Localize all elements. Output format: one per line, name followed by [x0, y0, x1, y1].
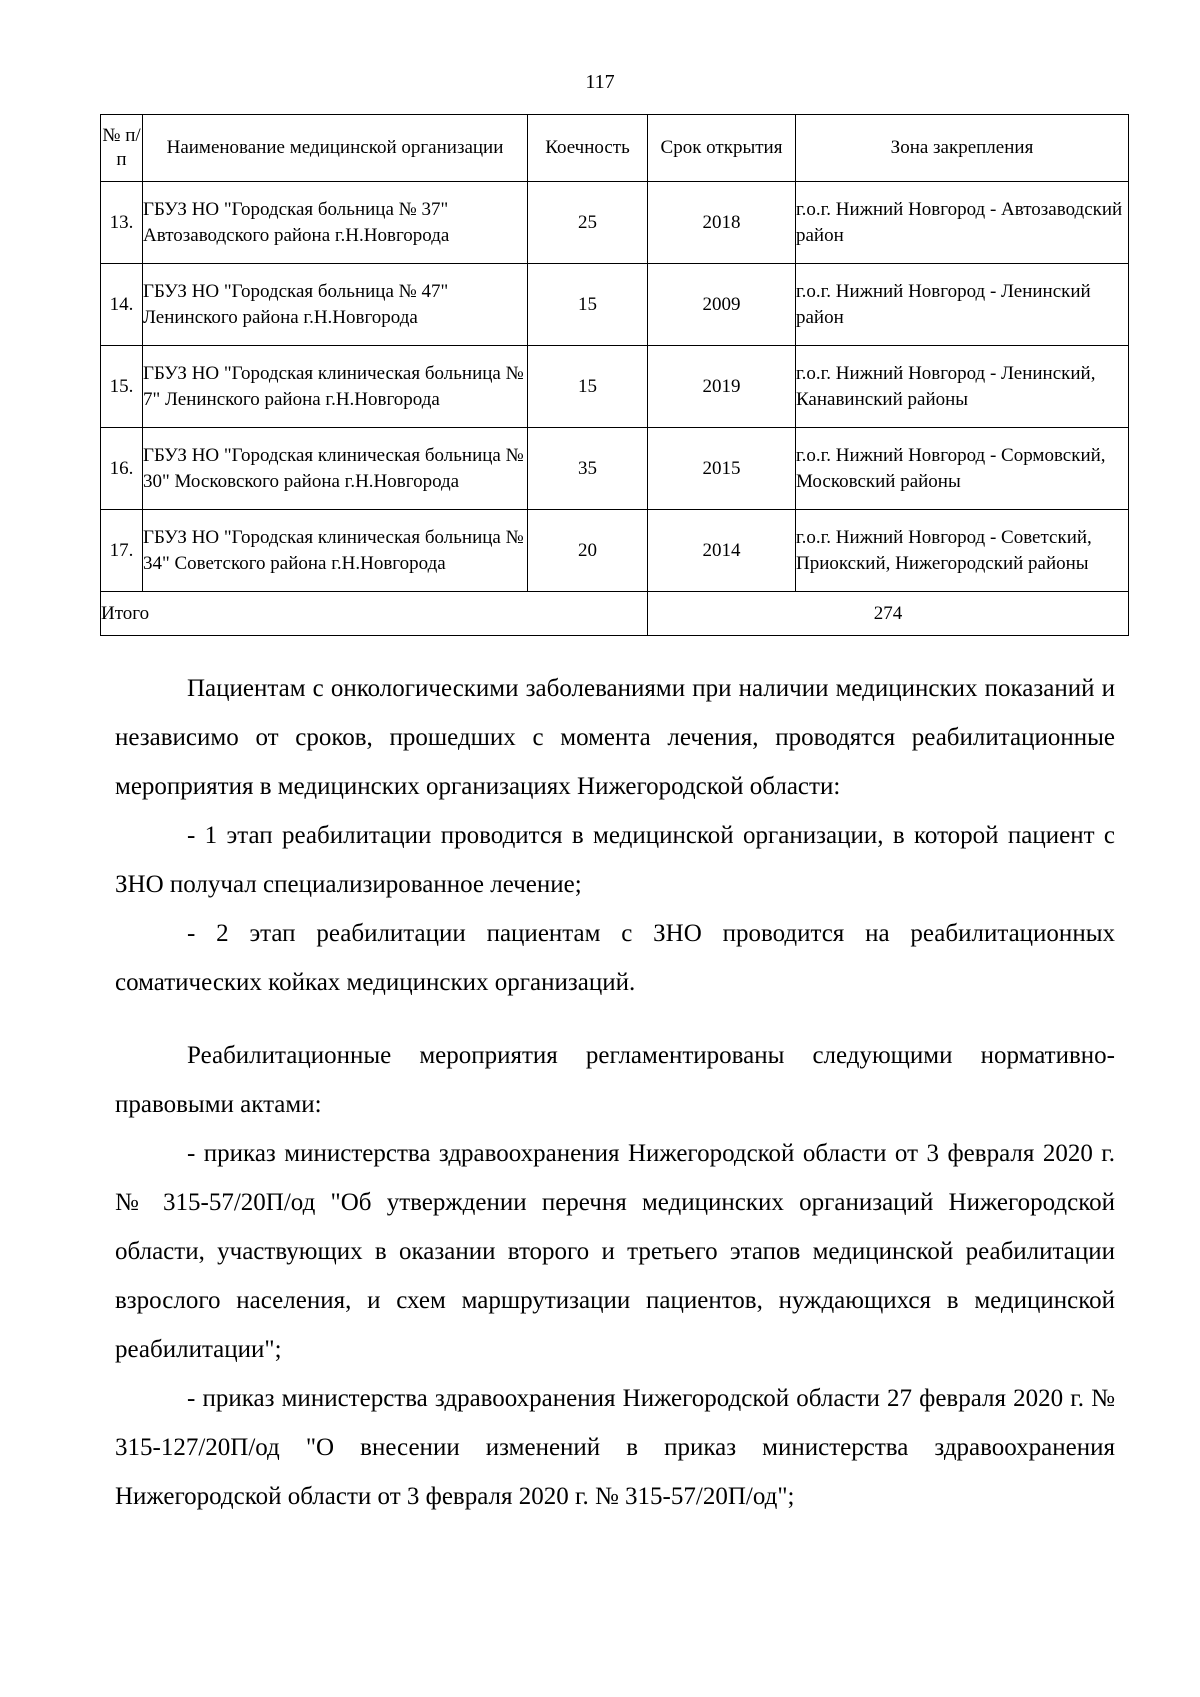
bed-count: 20: [528, 510, 648, 592]
table-row: [101, 428, 1129, 510]
table-row: [101, 182, 1129, 264]
bed-count: 15: [528, 264, 648, 346]
paragraph: - приказ министерства здравоохранения Нижегородской области от 3 февраля 2020 г. № 315-57/20П/од "Об утверждении перечня медицинских организаций Нижегородской области, участвующих в оказании второго и третьего этапов медицинской реабилитации взрослого населения, и схем маршрутизации пациентов, нуждающихся в медицинской реабилитации";: [115, 1140, 1115, 1363]
paragraph: - 2 этап реабилитации пациентам с ЗНО проводится на реабилитационных соматических койках медицинских организаций.: [115, 920, 1115, 996]
page-number: 117: [585, 71, 615, 93]
table-row: [101, 346, 1129, 428]
paragraph: - 1 этап реабилитации проводится в медицинской организации, в которой пациент с ЗНО получал специализированное лечение;: [115, 822, 1115, 898]
table-row: [101, 510, 1129, 592]
opening-year: 2015: [648, 428, 796, 510]
table-row: [101, 264, 1129, 346]
bed-count: 15: [528, 346, 648, 428]
row-number: 17.: [101, 510, 143, 592]
opening-year: 2019: [648, 346, 796, 428]
organization-name: ГБУЗ НО "Городская клиническая больница № 34" Советского района г.Н.Новгорода: [143, 510, 528, 592]
header-name: Наименование медицинской организации: [143, 115, 528, 182]
row-number: 16.: [101, 428, 143, 510]
organization-name: ГБУЗ НО "Городская больница № 47" Ленинского района г.Н.Новгорода: [143, 264, 528, 346]
row-number: 14.: [101, 264, 143, 346]
organization-name: ГБУЗ НО "Городская клиническая больница № 30" Московского района г.Н.Новгорода: [143, 428, 528, 510]
row-number: 15.: [101, 346, 143, 428]
header-year: Срок открытия: [648, 115, 796, 182]
paragraph: - приказ министерства здравоохранения Нижегородской области 27 февраля 2020 г. № 315-127/20П/од "О внесении изменений в приказ министерства здравоохранения Нижегородской области от 3 февраля 2020 г. № 315-57/20П/од";: [115, 1385, 1115, 1510]
hospital-table: [100, 114, 1129, 636]
total-value: 274: [648, 592, 1129, 636]
assigned-zone: г.о.г. Нижний Новгород - Сормовский, Московский районы: [796, 428, 1129, 510]
header-num: № п/п: [101, 115, 143, 182]
organization-name: ГБУЗ НО "Городская больница № 37" Автозаводского района г.Н.Новгорода: [143, 182, 528, 264]
opening-year: 2018: [648, 182, 796, 264]
assigned-zone: г.о.г. Нижний Новгород - Ленинский район: [796, 264, 1129, 346]
assigned-zone: г.о.г. Нижний Новгород - Ленинский, Канавинский районы: [796, 346, 1129, 428]
opening-year: 2014: [648, 510, 796, 592]
bed-count: 25: [528, 182, 648, 264]
body-text: [115, 664, 1115, 1521]
assigned-zone: г.о.г. Нижний Новгород - Автозаводский район: [796, 182, 1129, 264]
bed-count: 35: [528, 428, 648, 510]
paragraph: Пациентам с онкологическими заболеваниями при наличии медицинских показаний и независимо от сроков, прошедших с момента лечения, проводятся реабилитационные мероприятия в медицинских организациях Нижегородской области:: [115, 675, 1115, 800]
total-label: Итого: [101, 592, 648, 636]
paragraph: Реабилитационные мероприятия регламентированы следующими нормативно-правовыми актами:: [115, 1042, 1115, 1118]
assigned-zone: г.о.г. Нижний Новгород - Советский, Приокский, Нижегородский районы: [796, 510, 1129, 592]
row-number: 13.: [101, 182, 143, 264]
organization-name: ГБУЗ НО "Городская клиническая больница № 7" Ленинского района г.Н.Новгорода: [143, 346, 528, 428]
total-row: [101, 592, 1129, 636]
opening-year: 2009: [648, 264, 796, 346]
header-beds: Коечность: [528, 115, 648, 182]
table-header-row: [101, 115, 1129, 182]
header-zone: Зона закрепления: [796, 115, 1129, 182]
